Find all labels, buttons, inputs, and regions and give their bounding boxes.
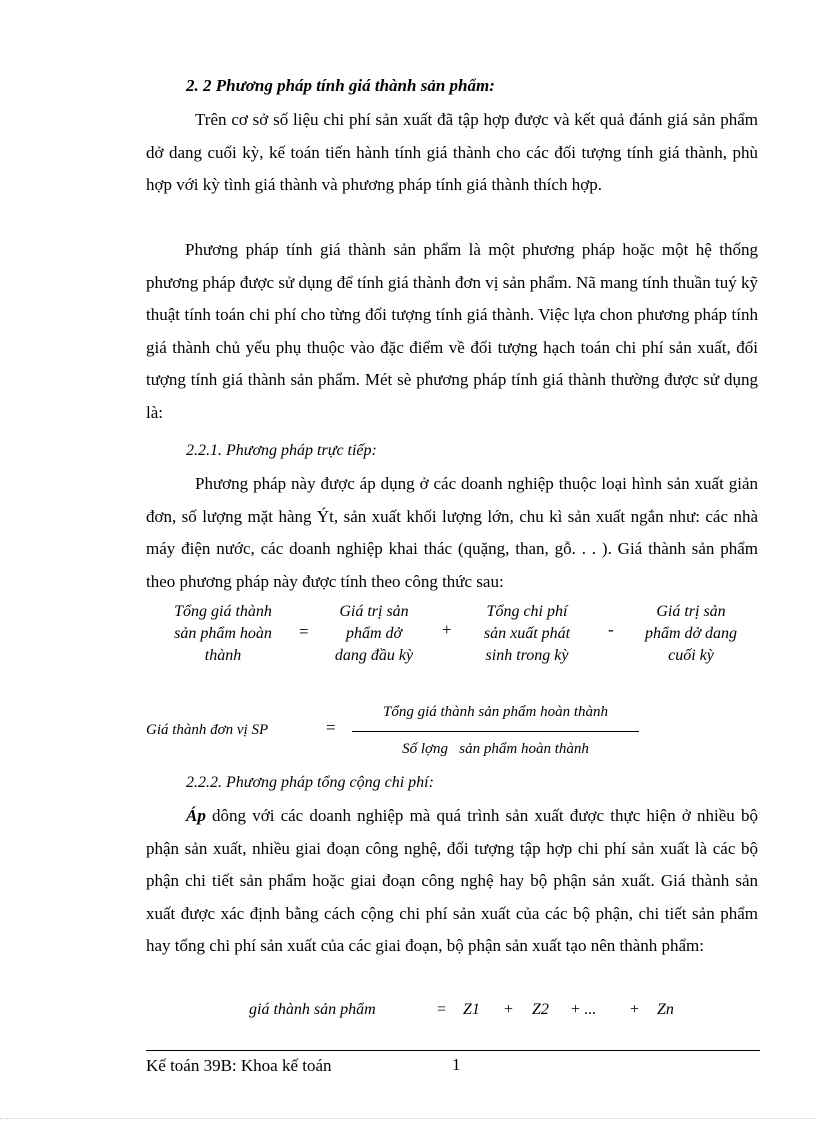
lead-word: Áp xyxy=(186,806,206,825)
formula-term-closing-wip xyxy=(628,601,754,667)
page-edge xyxy=(0,1118,816,1119)
paragraph-4-text: dông với các doanh nghiệp mà quá trình sản xuất được thực hiện ở nhiều bộ phận sản xuất, nhiều giai đoạn công nghệ, đối tượng tập hợp chi phí sản xuất là các bộ phận chi tiết sản phẩm hoặc giai đoạn công nghệ hay bộ phận sản xuất. Giá thành sản xuất được xác định bằng cách cộng chi phí sản xuất của các bộ phận, chi tiết sản phẩm hay tổng chi phí sản xuất của các giai đoạn, bộ phận sản xuất tạo nên thành phẩm: xyxy=(146,806,758,955)
paragraph-2: Phương pháp tính giá thành sản phẩm là một phương pháp hoặc một hệ thống phương pháp được sử dụng để tính giá thành đơn vị sản phẩm. Nã mang tính thuần tuý kỹ thuật tính toán chi phí cho từng đối tượng tính giá thành. Việc lựa chon phương pháp tính giá thành chủ yếu phụ thuộc vào đặc điểm về đối tượng hạch toán chi phí sản xuất, đối tượng tính giá thành sản phẩm. Mét sè phương pháp tính giá thành thường được sử dụng là: xyxy=(146,240,758,422)
formula-text: Giá trị sản xyxy=(656,603,726,620)
formula-text: sinh trong kỳ xyxy=(485,647,569,664)
fraction-numerator: Tổng giá thành sản phẩm hoàn thành xyxy=(382,704,608,720)
formula-zn: Zn xyxy=(657,1001,674,1018)
equals-sign: = xyxy=(326,718,336,737)
formula-text: Tổng chi phí xyxy=(486,603,568,620)
formula-text: dang đầu kỳ xyxy=(334,647,414,664)
formula-text: phẩm dở xyxy=(345,625,403,642)
formula-z1: Z1 xyxy=(463,1001,480,1018)
plus-ellipsis: + ... xyxy=(571,1001,597,1018)
subheading-total-cost-method: 2.2.2. Phương pháp tổng cộng chi phí: xyxy=(186,774,434,791)
fraction-bar xyxy=(352,731,639,732)
formula-text: sản phẩm hoàn xyxy=(174,625,272,642)
formula-term-total-cost xyxy=(150,601,296,667)
formula-term-period-cost xyxy=(462,601,592,667)
formula-text: sản xuất phát xyxy=(483,625,571,642)
formula-text: cuối kỳ xyxy=(668,647,714,664)
page-number: 1 xyxy=(452,1055,461,1074)
minus-sign: - xyxy=(608,620,614,639)
paragraph-4 xyxy=(146,800,758,963)
plus-sign: + xyxy=(630,1001,640,1018)
section-heading: 2. 2 Phương pháp tính giá thành sản phẩm: xyxy=(186,76,495,95)
paragraph-1: Trên cơ sở số liệu chi phí sản xuất đã tập hợp được và kết quả đánh giá sản phẩm dở dang cuối kỳ, kế toán tiến hành tính giá thành cho các đối tượng tính giá thành, phù hợp với kỳ tình giá thành và phương pháp tính giá thành thích hợp. xyxy=(146,110,758,194)
footer-divider xyxy=(146,1050,760,1051)
formula-text: thành xyxy=(204,647,242,664)
equals-sign: = xyxy=(299,622,309,641)
formula-text: Tổng giá thành xyxy=(174,603,272,620)
paragraph-3: Phương pháp này được áp dụng ở các doanh nghiệp thuộc loại hình sản xuất giản đơn, số lượng mặt hàng Ýt, sản xuất khối lượng lớn, chu kì sản xuất ngắn như: các nhà máy điện nước, các doanh nghiệp khai thác (quặng, than, gỗ. . . ). Giá thành sản phẩm theo phương pháp này được tính theo công thức sau: xyxy=(146,474,758,591)
formula-sum-label: giá thành sản phẩm xyxy=(249,1001,376,1018)
formula-term-opening-wip xyxy=(316,601,432,667)
plus-sign: + xyxy=(504,1001,514,1018)
equals-sign: = xyxy=(437,1001,447,1018)
subheading-direct-method: 2.2.1. Phương pháp trực tiếp: xyxy=(186,442,377,459)
plus-sign: + xyxy=(442,620,452,639)
formula-z2: Z2 xyxy=(532,1001,549,1018)
formula-unit-cost-label: Giá thành đơn vị SP xyxy=(146,722,269,738)
footer-text: Kế toán 39B: Khoa kế toán xyxy=(146,1056,332,1075)
formula-text: Giá trị sản xyxy=(339,603,409,620)
fraction-denominator: Số lợng sản phẩm hoàn thành xyxy=(402,741,589,757)
formula-text: phẩm dở dang xyxy=(644,625,738,642)
